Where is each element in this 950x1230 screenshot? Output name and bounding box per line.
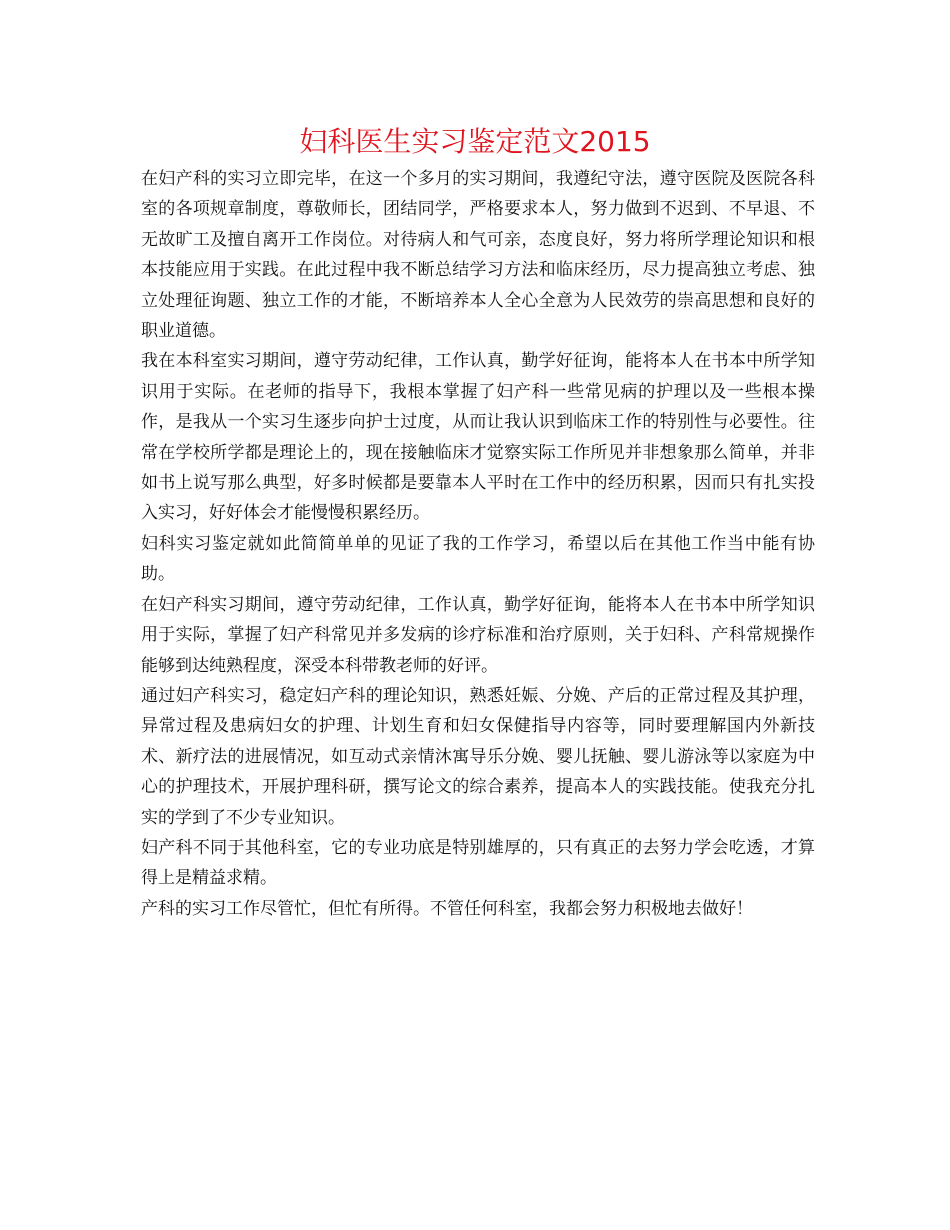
- paragraph-1: 在妇产科的实习立即完毕，在这一个多月的实习期间，我遵纪守法，遵守医院及医院各科室的各项规章制度，尊敬师长，团结同学，严格要求本人，努力做到不迟到、不早退、不无故旷工及擅自离开工作岗位。对待病人和气可亲，态度良好，努力将所学理论知识和根本技能应用于实践。在此过程中我不断总结学习方法和临床经历，尽力提高独立考虑、独立处理征询题、独立工作的才能，不断培养本人全心全意为人民效劳的崇高思想和良好的职业道德。: [141, 169, 815, 342]
- paragraph-5: 通过妇产科实习，稳定妇产科的理论知识，熟悉妊娠、分娩、产后的正常过程及其护理，异常过程及患病妇女的护理、计划生育和妇女保健指导内容等，同时要理解国内外新技术、新疗法的进展情况，如互动式亲情沐寓导乐分娩、婴儿抚触、婴儿游泳等以家庭为中心的护理技术，开展护理科研，撰写论文的综合素养，提高本人的实践技能。使我充分扎实的学到了不少专业知识。: [141, 685, 815, 828]
- document-body: [141, 164, 815, 924]
- paragraph-4: 在妇产科实习期间，遵守劳动纪律，工作认真，勤学好征询，能将本人在书本中所学知识用于实际，掌握了妇产科常见并多发病的诊疗标准和治疗原则，关于妇科、产科常规操作能够到达纯熟程度，深受本科带教老师的好评。: [141, 594, 815, 676]
- paragraph-3: 妇科实习鉴定就如此简简单单的见证了我的工作学习，希望以后在其他工作当中能有协助。: [141, 533, 815, 585]
- paragraph-6: 妇产科不同于其他科室，它的专业功底是特别雄厚的，只有真正的去努力学会吃透，才算得上是精益求精。: [141, 837, 815, 889]
- paragraph-7: 产科的实习工作尽管忙，但忙有所得。不管任何科室，我都会努力积极地去做好！: [141, 898, 753, 919]
- document-title: 妇科医生实习鉴定范文2015: [299, 125, 651, 158]
- paragraph-2: 我在本科室实习期间，遵守劳动纪律，工作认真，勤学好征询，能将本人在书本中所学知识用于实际。在老师的指导下，我根本掌握了妇产科一些常见病的护理以及一些根本操作，是我从一个实习生逐步向护士过度，从而让我认识到临床工作的特别性与必要性。往常在学校所学都是理论上的，现在接触临床才觉察实际工作所见并非想象那么简单，并非如书上说写那么典型，好多时候都是要靠本人平时在工作中的经历积累，因而只有扎实投入实习，好好体会才能慢慢积累经历。: [141, 351, 815, 524]
